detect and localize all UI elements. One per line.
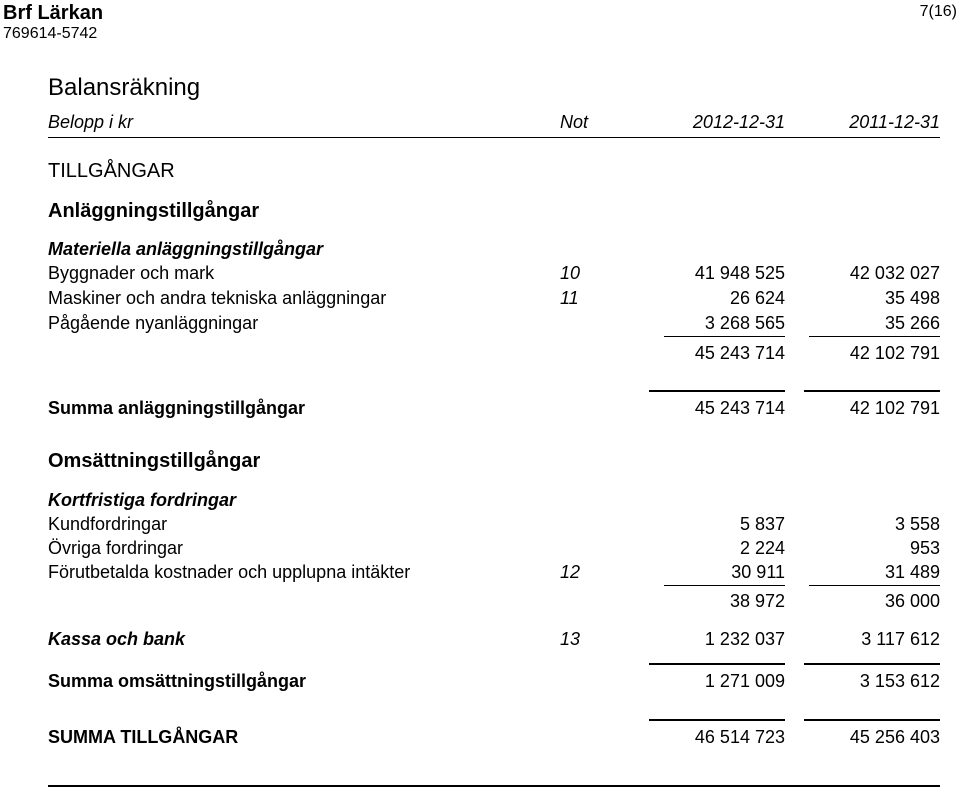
section-heading-fixed-assets: Anläggningstillgångar — [48, 200, 260, 222]
column-label-previous-year: 2011-12-31 — [849, 112, 940, 132]
row-current: 30 911 — [731, 562, 785, 582]
row-label: Kundfordringar — [48, 514, 168, 534]
grand-total-current: 46 514 723 — [694, 727, 785, 747]
row-previous: 42 032 027 — [849, 263, 940, 283]
company-name: Brf Lärkan — [3, 2, 104, 24]
receivables-subtotal-current: 38 972 — [729, 591, 785, 611]
row-label: Pågående nyanläggningar — [48, 313, 259, 333]
page-number: 7(16) — [919, 3, 957, 20]
subtotal-rule-previous — [809, 585, 940, 586]
header-rule — [48, 137, 940, 138]
subtotal-rule-current — [664, 585, 785, 586]
fixed-subtotal-current: 45 243 714 — [694, 343, 785, 363]
column-label-amount: Belopp i kr — [48, 112, 134, 132]
row-note: 12 — [560, 562, 581, 582]
cash-note: 13 — [560, 629, 581, 649]
row-previous: 35 266 — [884, 313, 940, 333]
receivables-subtotal-previous: 36 000 — [884, 591, 940, 611]
section-heading-assets: TILLGÅNGAR — [48, 160, 175, 182]
total-rule-previous — [804, 663, 940, 665]
total-rule-current — [649, 663, 785, 665]
total-rule-previous — [804, 390, 940, 392]
section-heading-current-assets: Omsättningstillgångar — [48, 450, 261, 472]
total-current-assets-label: Summa omsättningstillgångar — [48, 671, 307, 691]
column-label-note: Not — [560, 112, 589, 132]
cash-previous: 3 117 612 — [861, 629, 940, 649]
row-label: Övriga fordringar — [48, 538, 184, 558]
page-bottom-rule — [48, 785, 940, 787]
row-label: Maskiner och andra tekniska anläggningar — [48, 288, 387, 308]
column-label-current-year: 2012-12-31 — [692, 112, 785, 132]
row-previous: 3 558 — [894, 514, 940, 534]
row-current: 41 948 525 — [694, 263, 785, 283]
row-current: 26 624 — [729, 288, 785, 308]
row-current: 2 224 — [739, 538, 785, 558]
row-previous: 35 498 — [884, 288, 940, 308]
total-current-assets-current: 1 271 009 — [704, 671, 785, 691]
fixed-subtotal-previous: 42 102 791 — [849, 343, 940, 363]
row-previous: 953 — [909, 538, 940, 558]
subheading-short-term-receivables: Kortfristiga fordringar — [48, 490, 237, 510]
total-fixed-assets-previous: 42 102 791 — [849, 398, 940, 418]
row-note: 10 — [560, 263, 581, 283]
subtotal-rule-current — [664, 336, 785, 337]
grand-total-previous: 45 256 403 — [849, 727, 940, 747]
total-fixed-assets-current: 45 243 714 — [694, 398, 785, 418]
total-current-assets-previous: 3 153 612 — [859, 671, 940, 691]
subtotal-rule-previous — [809, 336, 940, 337]
row-previous: 31 489 — [884, 562, 940, 582]
row-current: 3 268 565 — [704, 313, 785, 333]
page-title: Balansräkning — [48, 74, 201, 101]
grand-total-rule-current — [649, 719, 785, 721]
grand-total-label: SUMMA TILLGÅNGAR — [48, 727, 239, 747]
subheading-tangible-assets: Materiella anläggningstillgångar — [48, 239, 324, 259]
row-current: 5 837 — [739, 514, 785, 534]
total-rule-current — [649, 390, 785, 392]
row-label: Byggnader och mark — [48, 263, 215, 283]
row-label: Förutbetalda kostnader och upplupna intäkter — [48, 562, 411, 582]
grand-total-rule-previous — [804, 719, 940, 721]
row-note: 11 — [560, 288, 579, 308]
total-fixed-assets-label: Summa anläggningstillgångar — [48, 398, 306, 418]
org-number: 769614-5742 — [3, 25, 98, 42]
cash-label: Kassa och bank — [48, 629, 186, 649]
cash-current: 1 232 037 — [704, 629, 785, 649]
